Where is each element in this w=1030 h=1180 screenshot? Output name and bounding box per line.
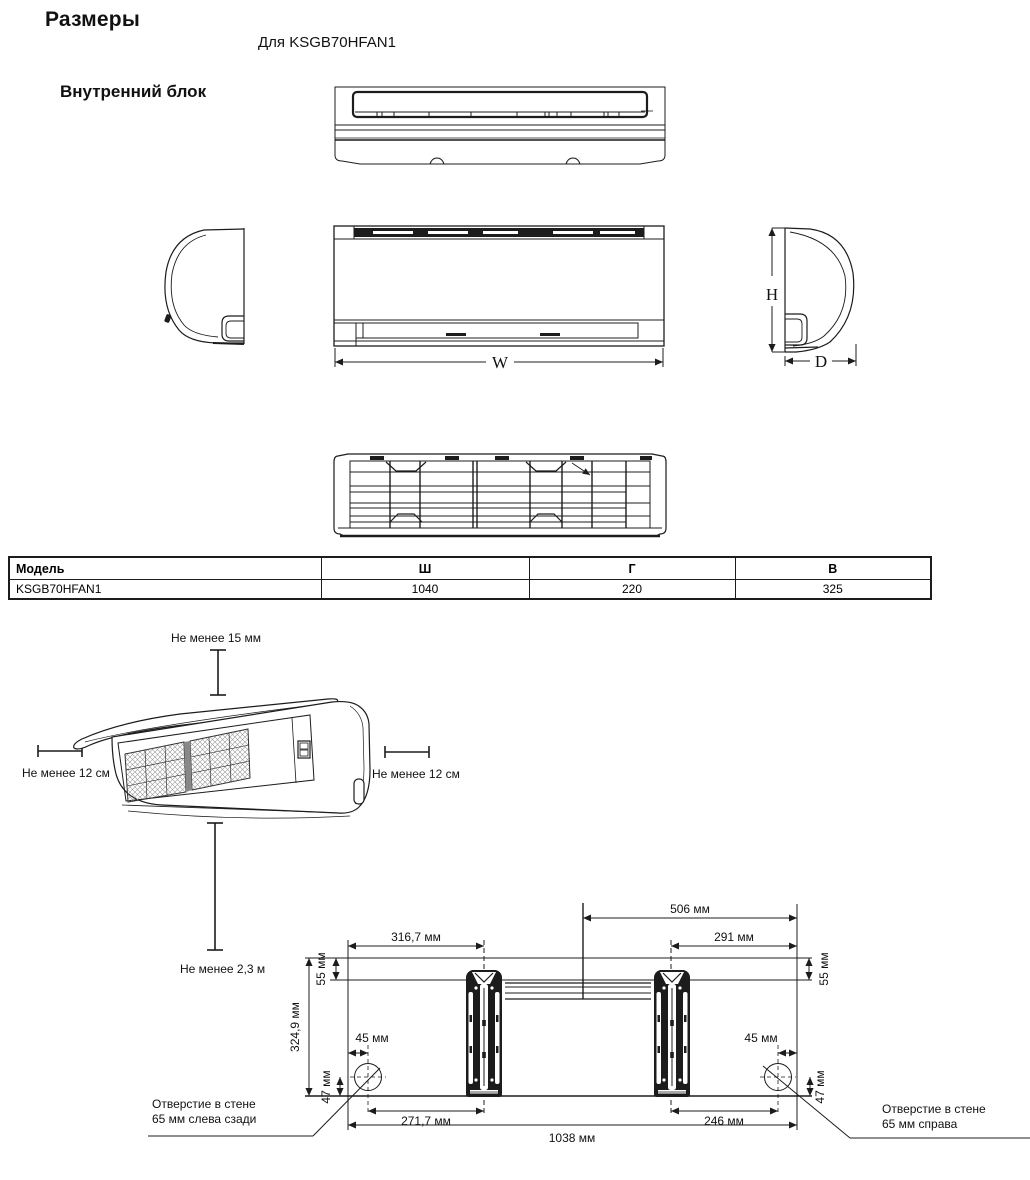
dim-47-left-label: 47 мм xyxy=(319,1070,333,1104)
hole-note-right-line2: 65 мм справа xyxy=(882,1117,958,1131)
section-label-indoor-unit: Внутренний блок xyxy=(60,82,207,101)
clearance-bottom-label: Не менее 2,3 м xyxy=(180,962,266,976)
dim-55-right-label: 55 мм xyxy=(817,952,831,986)
dim-316-7-label: 316,7 мм xyxy=(391,930,441,944)
dimensions-table xyxy=(8,556,932,600)
dim-55-left-label: 55 мм xyxy=(314,952,328,986)
col-header-width: Ш xyxy=(321,557,529,580)
dim-1038-label: 1038 мм xyxy=(548,1131,596,1145)
cell-depth: 220 xyxy=(529,580,735,600)
dim-291-label: 291 мм xyxy=(714,930,754,944)
hole-note-left-line1: Отверстие в стене xyxy=(152,1097,256,1111)
dim-324-9-label: 324,9 мм xyxy=(288,1002,302,1052)
dim-45-left-label: 45 мм xyxy=(355,1031,389,1045)
clearance-left-label: Не менее 12 см xyxy=(22,766,110,780)
col-header-height: В xyxy=(735,557,931,580)
indoor-unit-3d-drawing xyxy=(74,699,370,818)
dim-506-label: 506 мм xyxy=(670,902,710,916)
height-letter-label: H xyxy=(765,285,779,304)
clearance-right-label: Не менее 12 см xyxy=(372,767,460,781)
cell-height: 325 xyxy=(735,580,931,600)
dim-45-right-label: 45 мм xyxy=(744,1031,778,1045)
hole-note-right-line1: Отверстие в стене xyxy=(882,1102,986,1116)
dim-246-label: 246 мм xyxy=(704,1114,744,1128)
dim-271-7-label: 271,7 мм xyxy=(401,1114,451,1128)
depth-letter-label: D xyxy=(814,352,828,371)
bottom-view-drawing xyxy=(330,448,670,548)
page-title: Размеры xyxy=(45,8,140,31)
table-header-row xyxy=(9,557,931,580)
mounting-plate-diagram xyxy=(140,895,1030,1157)
clearance-top-label: Не менее 15 мм xyxy=(170,631,262,645)
cell-model: KSGB70HFAN1 xyxy=(9,580,321,600)
width-letter-label: W xyxy=(491,353,509,372)
col-header-depth: Г xyxy=(529,557,735,580)
col-header-model: Модель xyxy=(9,557,321,580)
side-view-left-drawing xyxy=(158,222,308,362)
front-view-drawing xyxy=(328,220,672,372)
hole-note-left-line2: 65 мм слева сзади xyxy=(152,1112,257,1126)
top-view-drawing xyxy=(330,83,670,168)
cell-width: 1040 xyxy=(321,580,529,600)
model-caption: Для KSGB70HFAN1 xyxy=(258,34,396,51)
table-row xyxy=(9,580,931,600)
side-view-right-drawing xyxy=(748,218,873,373)
dim-47-right-label: 47 мм xyxy=(813,1070,827,1104)
